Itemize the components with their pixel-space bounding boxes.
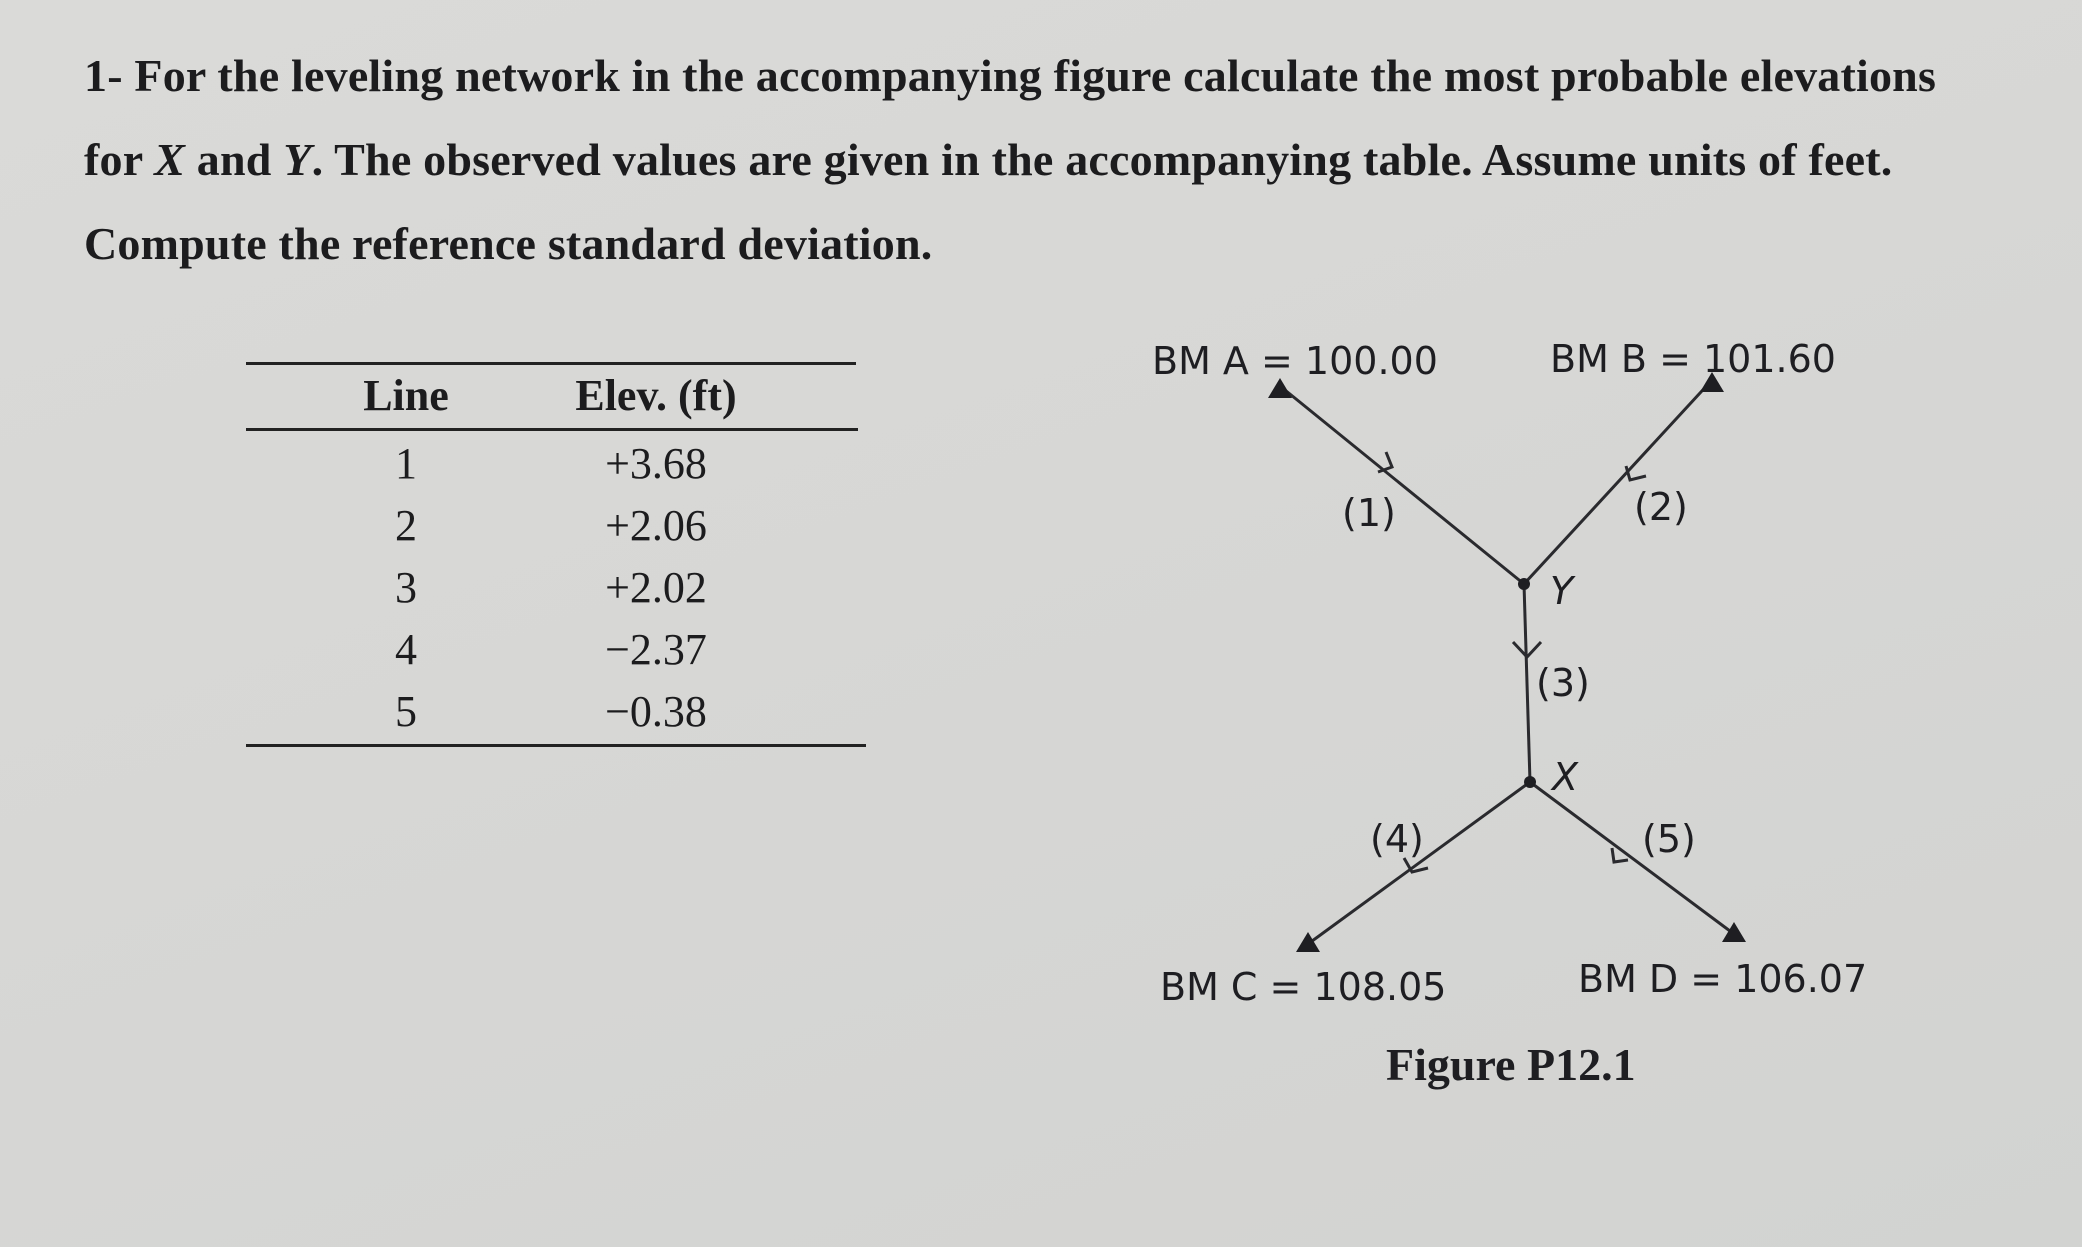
line-3-segment <box>1524 584 1530 782</box>
point-y-label: Y <box>1550 569 1574 613</box>
problem-var-y: Y <box>283 134 312 185</box>
bm-c-label: BM C = 108.05 <box>1160 965 1447 1009</box>
line-5-label: (5) <box>1642 817 1696 861</box>
bm-c-triangle-icon <box>1296 932 1320 952</box>
table-cell-elev: −2.37 <box>605 625 707 674</box>
point-y-dot <box>1518 578 1530 590</box>
table-cell-elev: +3.68 <box>605 439 707 488</box>
point-x-dot <box>1524 776 1536 788</box>
problem-var-x: X <box>154 134 186 185</box>
line-2-segment <box>1524 380 1712 584</box>
line-4-segment <box>1308 782 1530 944</box>
table-cell-line: 5 <box>395 687 417 736</box>
bm-a-label: BM A = 100.00 <box>1152 339 1438 383</box>
table-cell-elev: −0.38 <box>605 687 707 736</box>
problem-line-2-and: and <box>185 134 284 185</box>
table-cell-line: 2 <box>395 501 417 550</box>
problem-line-2-post: . The observed values are given in the accompanying table. Assume units of feet. <box>311 134 1893 185</box>
table-cell-line: 4 <box>395 625 417 674</box>
point-x-label: X <box>1552 755 1579 799</box>
line-2-label: (2) <box>1634 485 1688 529</box>
line-1-label: (1) <box>1342 491 1396 535</box>
table-cell-elev: +2.02 <box>605 563 707 612</box>
problem-line-2-pre: for <box>84 134 155 185</box>
bm-d-label: BM D = 106.07 <box>1578 957 1868 1001</box>
problem-line-3: Compute the reference standard deviation. <box>84 218 933 269</box>
figure-caption: Figure P12.1 <box>1386 1039 1636 1090</box>
line-3-label: (3) <box>1536 661 1590 705</box>
line-5-segment <box>1530 782 1734 934</box>
table-header-line: Line <box>363 371 449 420</box>
bm-d-triangle-icon <box>1722 922 1746 942</box>
line-1-segment <box>1280 386 1524 584</box>
problem-line-1: 1- For the leveling network in the accompanying figure calculate the most probable elevations <box>84 50 1937 101</box>
table-header-elev: Elev. (ft) <box>575 371 737 420</box>
line-4-label: (4) <box>1370 817 1424 861</box>
table-cell-line: 1 <box>395 439 417 488</box>
table-cell-elev: +2.06 <box>605 501 707 550</box>
bm-b-label: BM B = 101.60 <box>1550 337 1836 381</box>
table-cell-line: 3 <box>395 563 417 612</box>
